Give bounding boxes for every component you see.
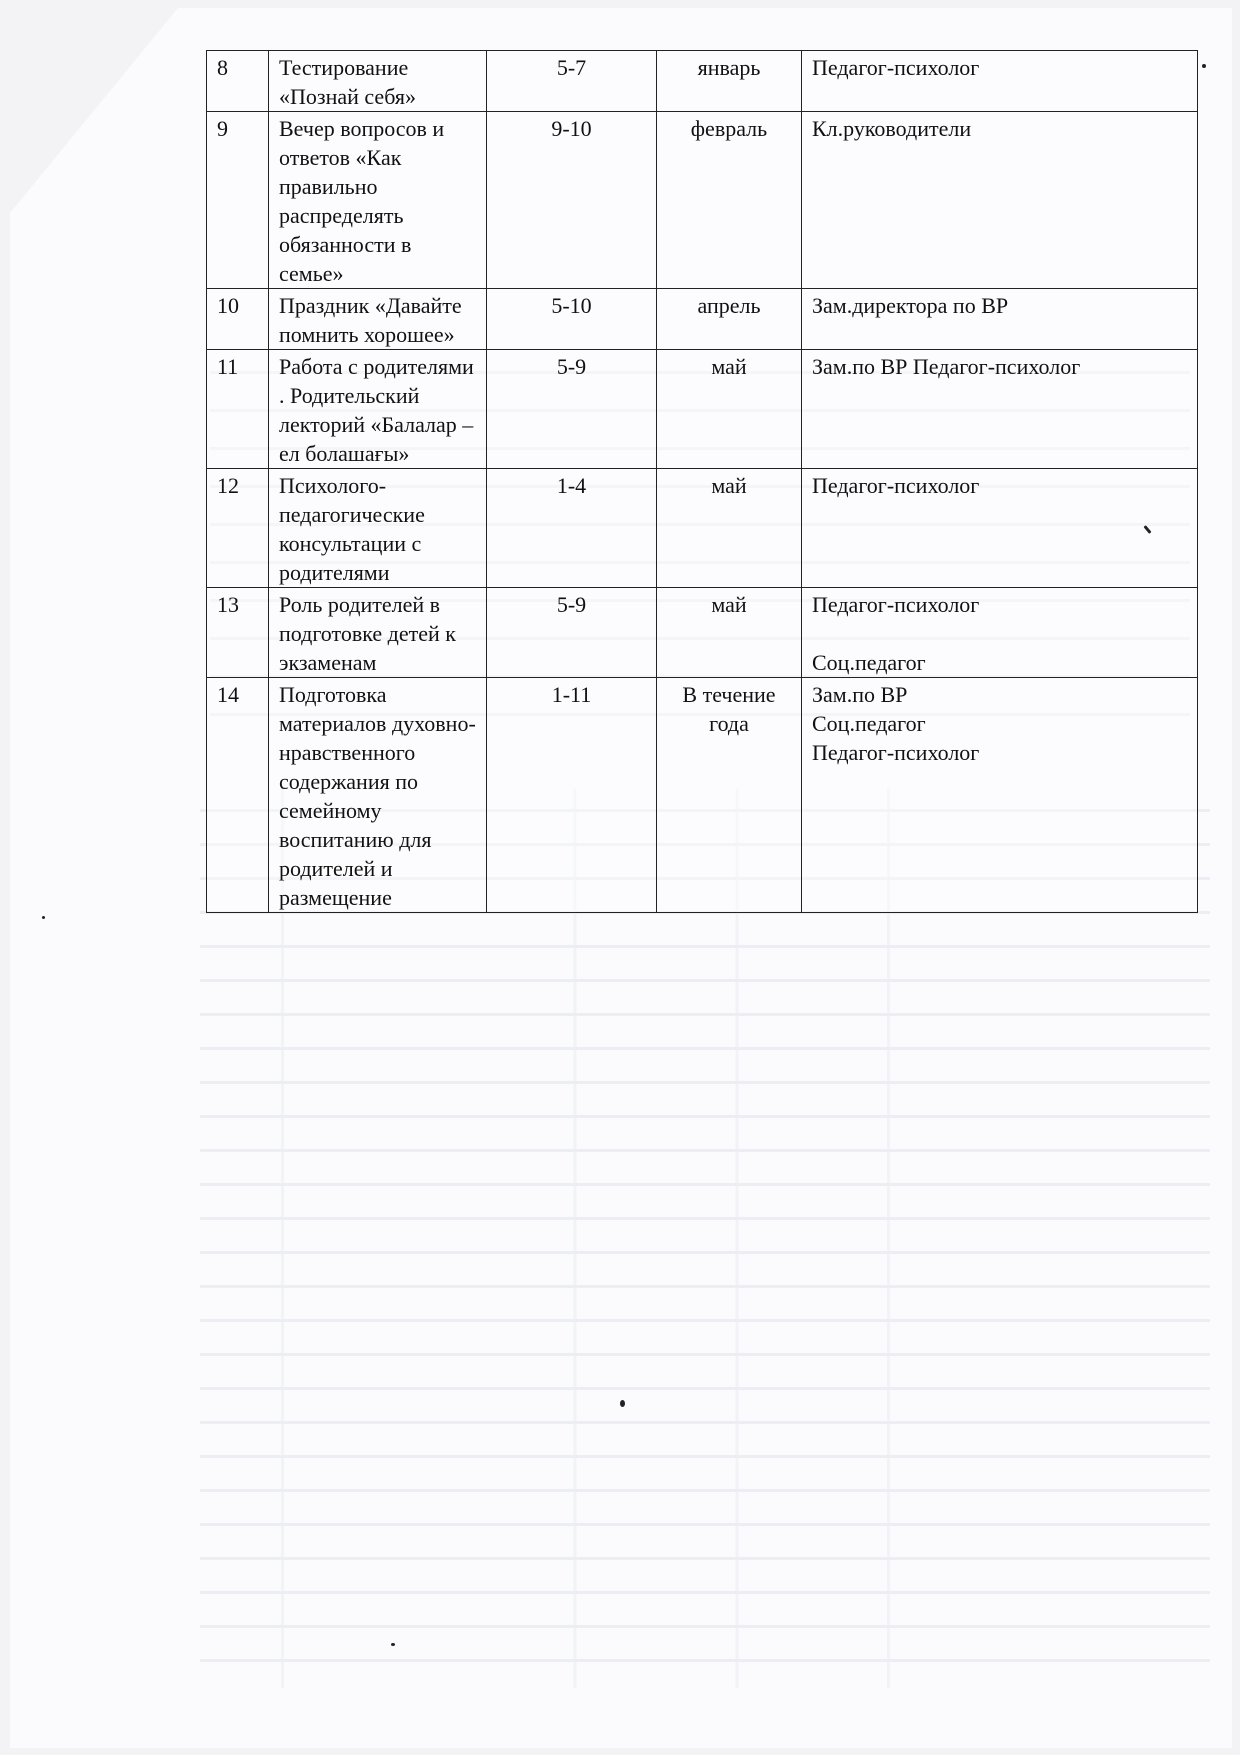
row-number: 13 — [207, 588, 269, 678]
responsible — [802, 588, 1198, 678]
responsible-spacer — [812, 619, 1187, 648]
row-number: 11 — [207, 350, 269, 469]
event-title: Подготовка материалов духовно- нравственного содержания по семейному воспитанию для родителей и размещение — [269, 678, 487, 913]
table-row — [207, 289, 1198, 350]
grades: 1-4 — [487, 469, 657, 588]
timing: май — [657, 350, 802, 469]
event-title: Тестирование «Познай себя» — [269, 51, 487, 112]
event-title: Роль родителей в подготовке детей к экзаменам — [269, 588, 487, 678]
event-title: Вечер вопросов и ответов «Как правильно распределять обязанности в семье» — [269, 112, 487, 289]
timing: апрель — [657, 289, 802, 350]
responsible-line: Педагог-психолог — [812, 55, 980, 80]
timing: февраль — [657, 112, 802, 289]
timing: январь — [657, 51, 802, 112]
scan-speck — [42, 916, 45, 919]
event-title: Работа с родителями . Родительский лекторий «Балалар – ел болашағы» — [269, 350, 487, 469]
scan-speck — [391, 1643, 395, 1646]
table-row — [207, 112, 1198, 289]
event-title: Психолого-педагогические консультации с родителями — [269, 469, 487, 588]
table-row — [207, 51, 1198, 112]
responsible-line: Соц.педагог — [812, 711, 926, 736]
timing: В течение года — [657, 678, 802, 913]
grades: 5-10 — [487, 289, 657, 350]
scan-speck — [1202, 64, 1206, 68]
table-row — [207, 350, 1198, 469]
responsible-line: Кл.руководители — [812, 116, 972, 141]
responsible-line: Зам.директора по ВР — [812, 293, 1009, 318]
bleed-through-table — [200, 788, 1210, 1688]
grades: 5-9 — [487, 350, 657, 469]
responsible — [802, 678, 1198, 913]
grades: 1-11 — [487, 678, 657, 913]
row-number: 9 — [207, 112, 269, 289]
row-number: 14 — [207, 678, 269, 913]
timing: май — [657, 469, 802, 588]
responsible — [802, 112, 1198, 289]
responsible-line: Зам.по ВР — [812, 682, 908, 707]
scan-speck — [620, 1400, 625, 1407]
responsible — [802, 51, 1198, 112]
event-title: Праздник «Давайте помнить хорошее» — [269, 289, 487, 350]
table-row — [207, 588, 1198, 678]
event-plan-table — [206, 50, 1198, 913]
responsible-line: Соц.педагог — [812, 650, 926, 675]
timing: май — [657, 588, 802, 678]
responsible — [802, 289, 1198, 350]
table-row — [207, 678, 1198, 913]
row-number: 10 — [207, 289, 269, 350]
responsible-line: Педагог-психолог — [812, 740, 980, 765]
responsible-line: Педагог-психолог — [812, 592, 980, 617]
grades: 9-10 — [487, 112, 657, 289]
row-number: 8 — [207, 51, 269, 112]
grades: 5-9 — [487, 588, 657, 678]
row-number: 12 — [207, 469, 269, 588]
grades: 5-7 — [487, 51, 657, 112]
table-row — [207, 469, 1198, 588]
responsible — [802, 350, 1198, 469]
responsible-line: Педагог-психолог — [812, 473, 980, 498]
responsible-line: Зам.по ВР Педагог-психолог — [812, 354, 1081, 379]
responsible — [802, 469, 1198, 588]
